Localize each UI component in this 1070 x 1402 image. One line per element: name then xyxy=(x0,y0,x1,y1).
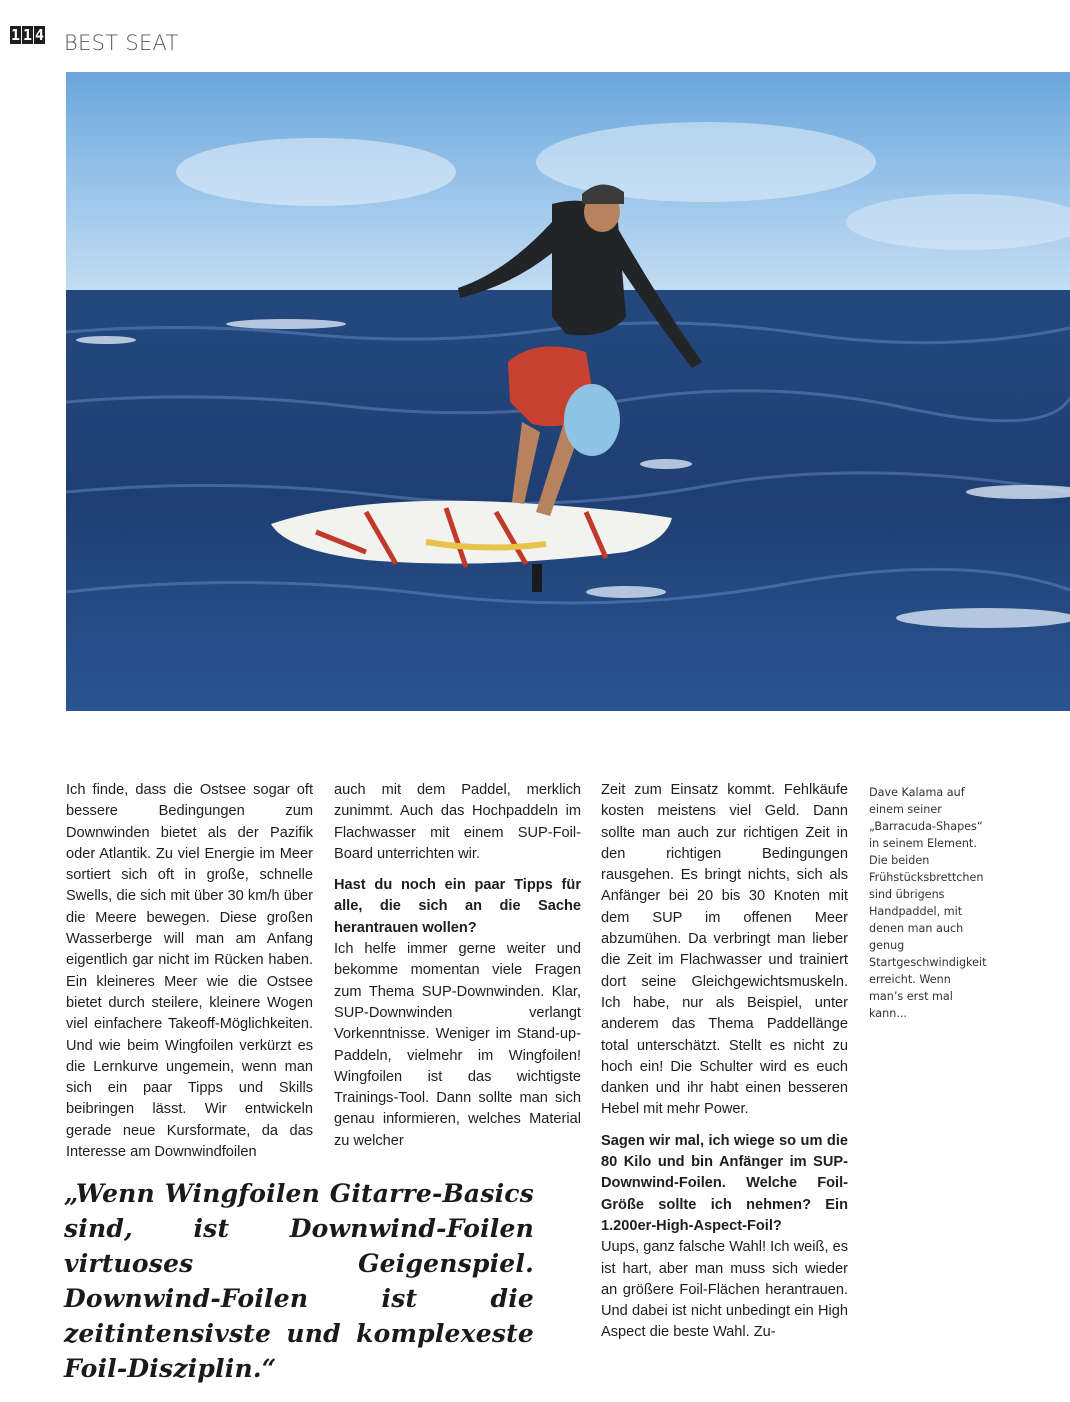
interview-question: Hast du noch ein paar Tipps für alle, die sich an die Sache herantrauen wollen? xyxy=(334,877,581,936)
page-number xyxy=(10,26,45,44)
paragraph: Ich helfe immer gerne weiter und bekomme momentan viele Fragen zum Thema SUP-Downwinden. Klar, SUP-Downwinden verlangt Vorkenntnisse. Weniger im Stand-up-Paddeln, vielmehr im Wingfoilen! Wingfoilen ist das wichtigste Trainings-Tool. Dann sollte man sich genau informieren, welches Material zu welcher xyxy=(334,941,581,1149)
section-title: BEST SEAT xyxy=(64,31,179,55)
paragraph: auch mit dem Paddel, merklich zunimmt. Auch das Hochpaddeln im Flachwasser mit einem SUP-Foil-Board unterrichten wir. xyxy=(334,782,581,862)
page-number-digit: 1 xyxy=(22,26,33,44)
interview-question: Sagen wir mal, ich wiege so um die 80 Kilo und bin Anfänger im SUP-Downwind-Foilen. Welche Foil-Größe sollte ich nehmen? Ein 1.200er-High-Aspect-Foil? xyxy=(601,1132,848,1234)
paragraph: Uups, ganz falsche Wahl! Ich weiß, es ist hart, aber man muss sich wieder an größere Foil-Flächen herantrauen. Und dabei ist nicht unbedingt ein High Aspect die beste Wahl. Zu- xyxy=(601,1239,848,1341)
article-column-3 xyxy=(601,780,848,1344)
pull-quote: „Wenn Wingfoilen Gitarre-Basics sind, ist Downwind-Foilen virtuoses Geigenspiel. Downwind-Foilen ist die zeitintensivste und komplexeste Foil-Disziplin.“ xyxy=(64,1179,534,1383)
page-number-digit: 4 xyxy=(34,26,45,44)
article-column-2 xyxy=(334,780,581,1152)
page-number-digit: 1 xyxy=(10,26,21,44)
article-column-1 xyxy=(66,780,313,1163)
hero-photo xyxy=(66,72,1070,711)
paragraph: Zeit zum Einsatz kommt. Fehlkäufe kosten meistens viel Geld. Dann sollte man auch zur richtigen Zeit in den richtigen Bedingungen rausgehen. Es bringt nichts, sich als Anfänger bei 20 bis 30 Knoten mit dem SUP im offenen Meer abzumühen. Da verbringt man lieber die Zeit im Flachwasser und trainiert dort seine Gleichgewichtsmuskeln. Ich habe, nur als Beispiel, unter anderem das Thema Paddellänge total unterschätzt. Stellt es nicht zu hoch ein! Die Schulter wird es euch danken und ihr habt einen besseren Hebel mit mehr Power. xyxy=(601,782,848,1118)
photo-caption: Dave Kalama auf einem seiner „Barracuda-Shapes“ in seinem Element. Die beiden Frühstücksbrettchen sind übrigens Handpaddel, mit denen man auch genug Startgeschwindigkeit erreicht. Wenn man’s erst mal kann... xyxy=(869,786,987,1020)
paragraph: Ich finde, dass die Ostsee sogar oft bessere Bedingungen zum Downwinden bietet als der Pazifik oder Atlantik. Zu viel Energie im Meer sortiert sich oft in große, schnelle Swells, die sich mit über 30 km/h über die Meere bewegen. Diese großen Wasserberge will man am Anfang eigentlich gar nicht im Rücken haben. Ein kleineres Meer wie die Ostsee bietet durch steilere, kleinere Wogen viel einfachere Takeoff-Möglichkeiten. Und wie beim Wingfoilen verkürzt es die Lernkurve ungemein, wenn man sich ein paar Tipps und Skills beibringen lässt. Wir entwickeln gerade neue Kursformate, da das Interesse am Downwindfoilen xyxy=(66,782,313,1161)
